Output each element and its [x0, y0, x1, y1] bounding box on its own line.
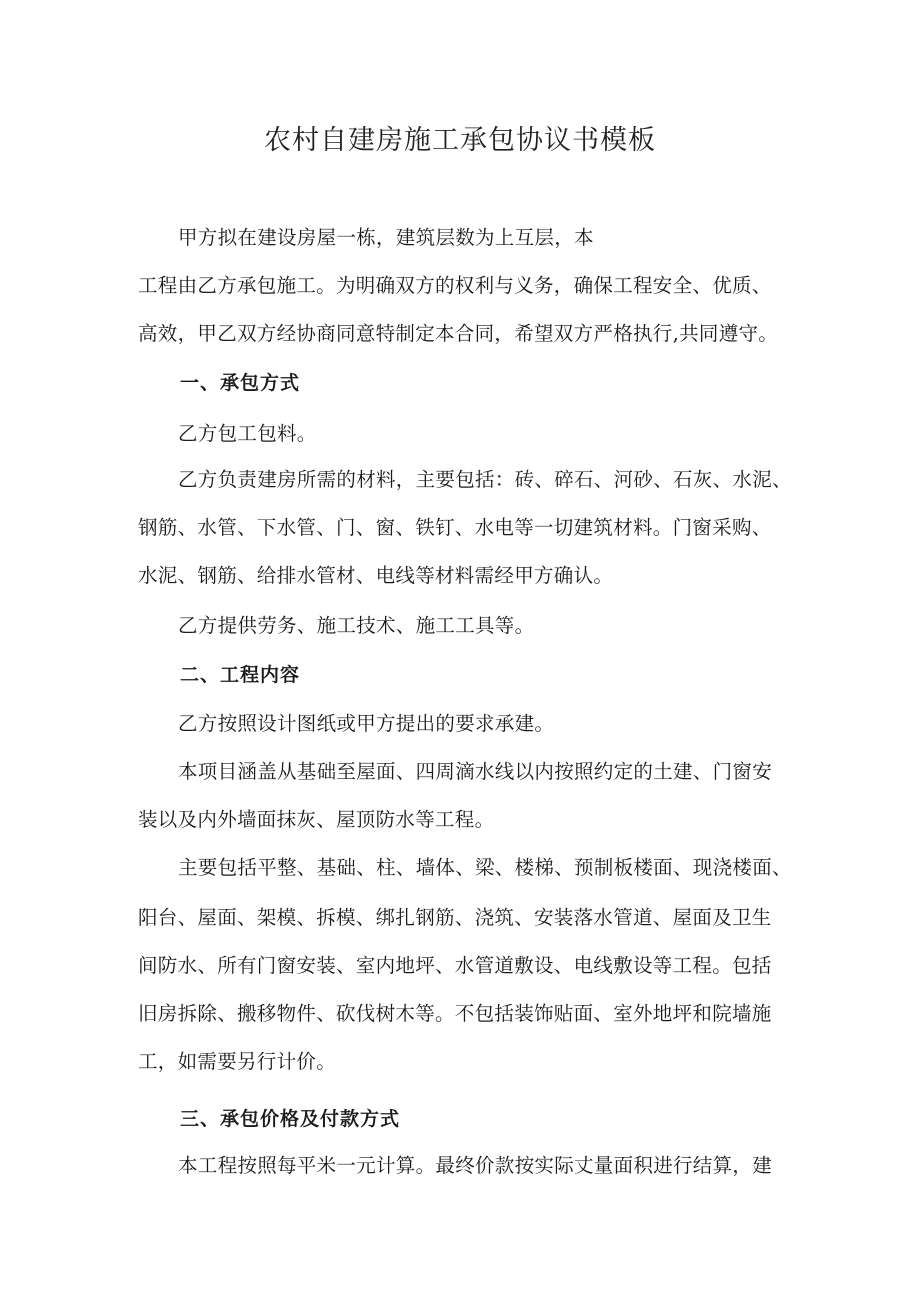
intro-line-3: 高效，甲乙双方经协商同意特制定本合同，希望双方严格执行,共同遵守。	[138, 322, 779, 345]
document-title: 农村自建房施工承包协议书模板	[264, 125, 656, 156]
section1-p1: 乙方包工包料。	[178, 422, 317, 445]
section3-heading: 三、承包价格及付款方式	[180, 1108, 401, 1130]
section2-p3-line-4: 旧房拆除、搬移物件、砍伐树木等。不包括装饰贴面、室外地坪和院墙施	[138, 1002, 772, 1025]
intro-line-1: 甲方拟在建设房屋一栋，建筑层数为上互层，本	[178, 226, 594, 249]
section2-p3-line-2: 阳台、屋面、架模、拆模、绑扎钢筋、浇筑、安装落水管道、屋面及卫生	[138, 906, 772, 929]
section2-heading: 二、工程内容	[180, 664, 301, 686]
section2-p1: 乙方按照设计图纸或甲方提出的要求承建。	[178, 712, 555, 735]
section2-p3-line-1: 主要包括平整、基础、柱、墙体、梁、楼梯、预制板楼面、现浇楼面、	[178, 856, 792, 879]
section1-p2-line-2: 钢筋、水管、下水管、门、窗、铁钉、水电等一切建筑材料。门窗采购、	[138, 516, 772, 539]
section2-p2-line-2: 装以及内外墙面抹灰、屋顶防水等工程。	[138, 808, 495, 831]
section1-p3: 乙方提供劳务、施工技术、施工工具等。	[178, 614, 535, 637]
intro-line-2: 工程由乙方承包施工。为明确双方的权利与义务，确保工程安全、优质、	[138, 274, 772, 297]
section1-p2-line-1: 乙方负责建房所需的材料，主要包括：砖、碎石、河砂、石灰、水泥、	[178, 468, 792, 491]
section3-p1-line-1: 本工程按照每平米一元计算。最终价款按实际丈量面积进行结算，建	[178, 1154, 773, 1177]
section1-p2-line-3: 水泥、钢筋、给排水管材、电线等材料需经甲方确认。	[138, 564, 614, 587]
section1-heading: 一、承包方式	[180, 372, 301, 394]
section2-p2-line-1: 本项目涵盖从基础至屋面、四周滴水线以内按照约定的土建、门窗安	[178, 760, 773, 783]
section2-p3-line-5: 工，如需要另行计价。	[138, 1050, 337, 1073]
section2-p3-line-3: 间防水、所有门窗安装、室内地坪、水管道敷设、电线敷设等工程。包括	[138, 954, 772, 977]
